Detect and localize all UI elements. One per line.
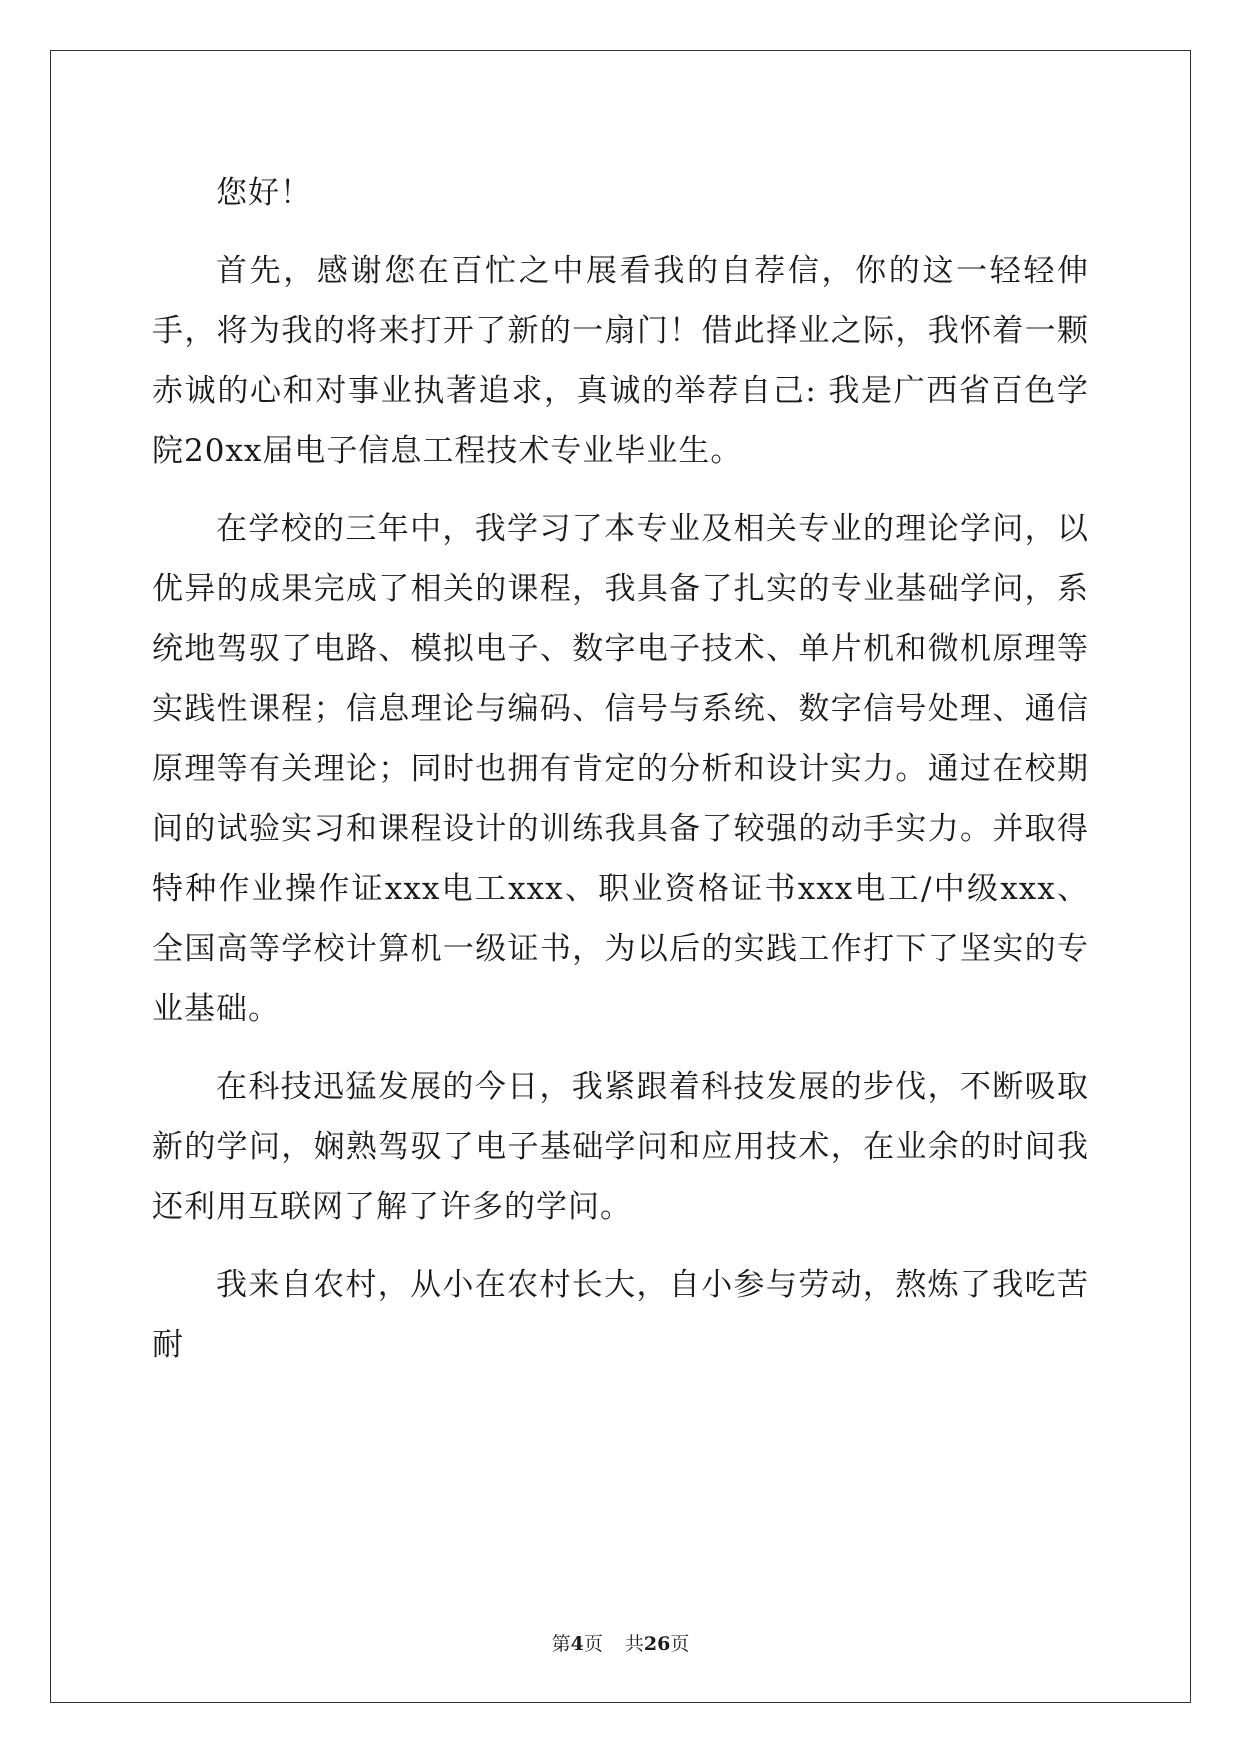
- page-suffix: 页: [583, 1633, 603, 1655]
- page-prefix: 第: [551, 1633, 571, 1655]
- total-prefix: 共: [624, 1633, 644, 1655]
- paragraph-2: 在学校的三年中，我学习了本专业及相关专业的理论学问，以优异的成果完成了相关的课程，我具备了扎实的专业基础学问，系统地驾驭了电路、模拟电子、数字电子技术、单片机和微机原理等实践性课程；信息理论与编码、信号与系统、数字信号处理、通信原理等有关理论；同时也拥有肯定的分析和设计实力。通过在校期间的试验实习和课程设计的训练我具备了较强的动手实力。并取得特种作业操作证xxx电工xxx、职业资格证书xxx电工/中级xxx、全国高等学校计算机一级证书，为以后的实践工作打下了坚实的专业基础。: [152, 511, 1089, 1027]
- total-pages: 26: [643, 1633, 671, 1655]
- greeting: 您好！: [216, 175, 312, 211]
- total-suffix: 页: [670, 1633, 690, 1655]
- page-number: 4: [570, 1633, 584, 1655]
- paragraph-3: 在科技迅猛发展的今日，我紧跟着科技发展的步伐，不断吸取新的学问，娴熟驾驭了电子基础学问和应用技术，在业余的时间我还利用互联网了解了许多的学问。: [152, 1069, 1089, 1225]
- paragraph-4: 我来自农村，从小在农村长大，自小参与劳动，熬炼了我吃苦耐: [152, 1267, 1089, 1363]
- page-footer: [0, 1629, 1241, 1656]
- letter-body: [152, 163, 1089, 1375]
- paragraph-1: 首先，感谢您在百忙之中展看我的自荐信，你的这一轻轻伸手，将为我的将来打开了新的一扇门！借此择业之际，我怀着一颗赤诚的心和对事业执著追求，真诚的举荐自己: 我是广西省百色学院20xx届电子信息工程技术专业毕业生。: [152, 253, 1089, 469]
